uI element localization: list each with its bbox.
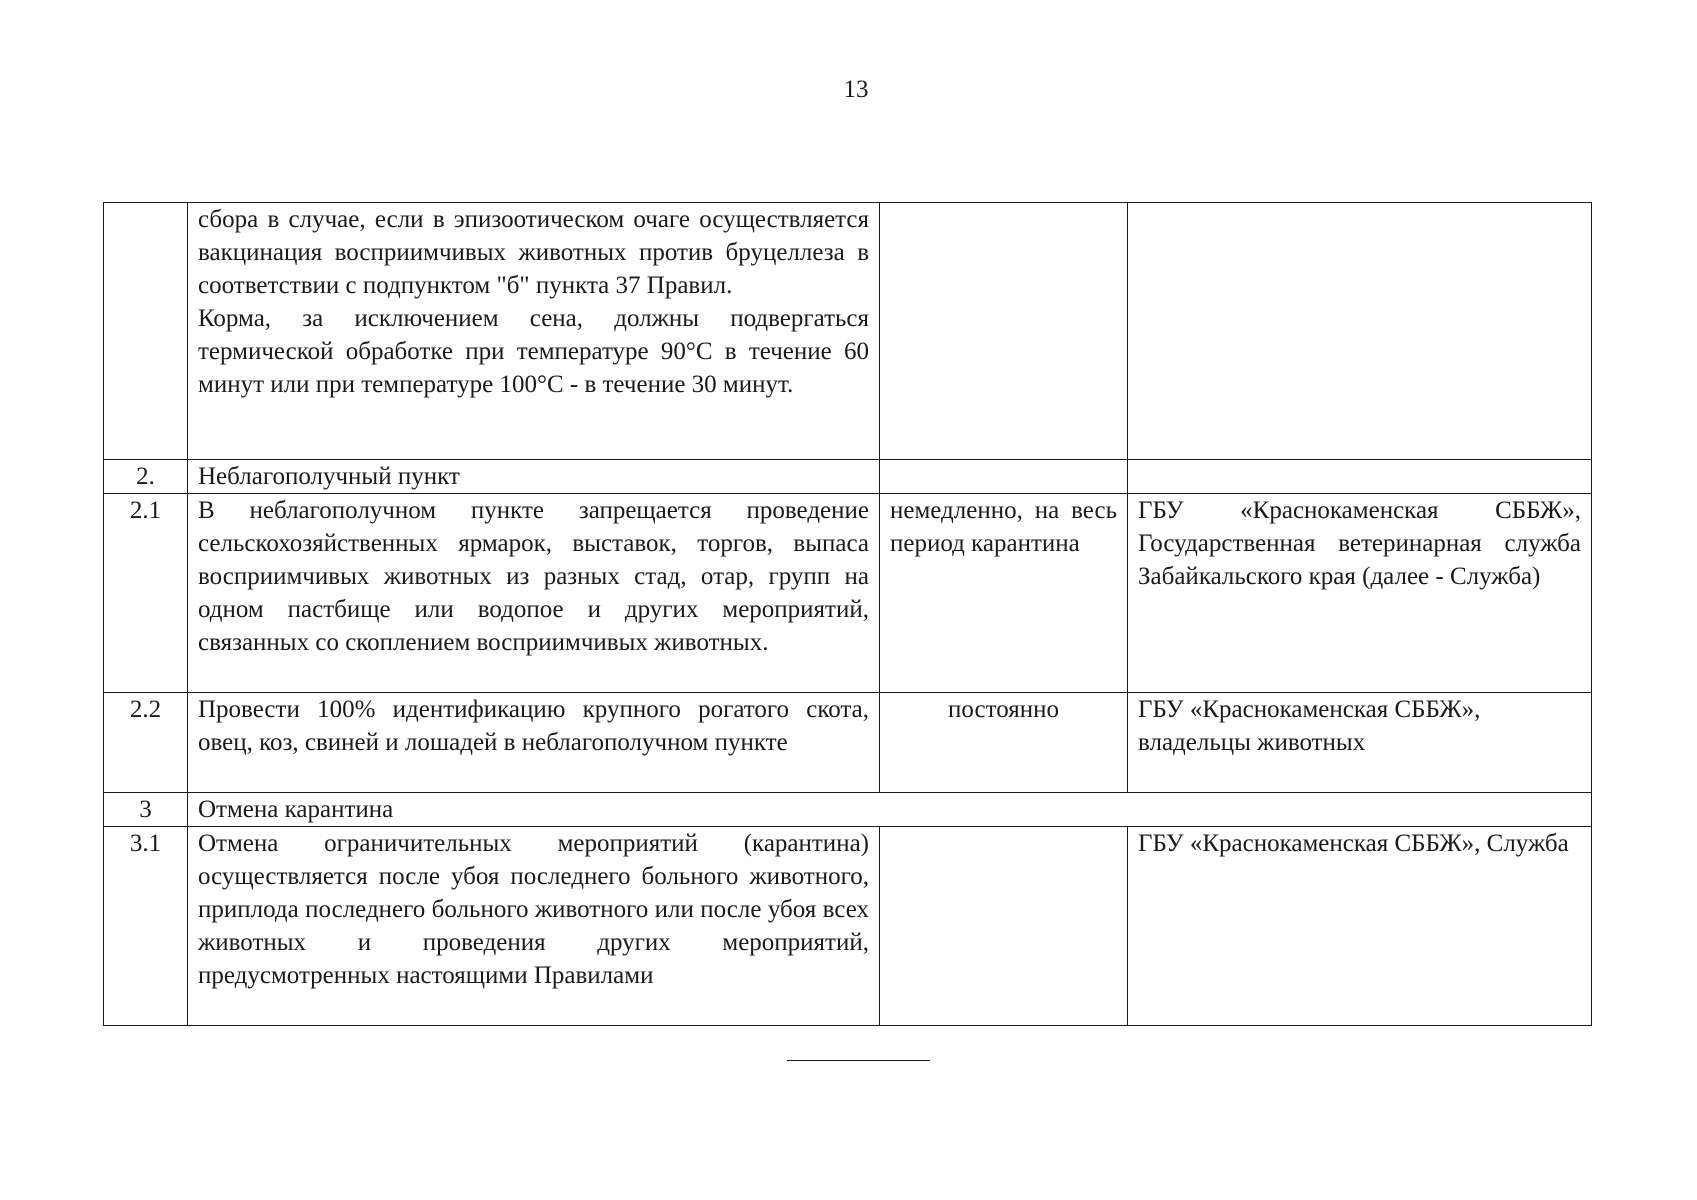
- measure-cell: В неблагополучном пункте запрещается проведение сельскохозяйственных ярмарок, выставок, торгов, выпаса восприимчивых животных из разных стад, отар, групп на одном пастбище или водопое и других мероприятий, связанных со скоплением восприимчивых животных.: [188, 494, 880, 693]
- term-cell: немедленно, на весь период карантина: [880, 494, 1128, 693]
- responsible-cell: ГБУ «Краснокаменская СББЖ», владельцы животных: [1128, 693, 1592, 793]
- responsible-cell: [1128, 460, 1592, 494]
- page-number: 13: [843, 76, 869, 103]
- section-title: Неблагополучный пункт: [188, 460, 880, 494]
- term-cell: [880, 827, 1128, 1026]
- measures-table: [103, 202, 1592, 1026]
- table-row-2-2: [104, 693, 1592, 793]
- row-number: 3.1: [104, 827, 188, 1026]
- responsible-cell: ГБУ «Краснокаменская СББЖ», Служба: [1128, 827, 1592, 1026]
- term-cell: [880, 460, 1128, 494]
- measure-paragraph: Корма, за исключением сена, должны подвергаться термической обработке при температуре 90°С в течение 60 минут или при температуре 100°С - в течение 30 минут.: [198, 305, 869, 398]
- row-number: 2.1: [104, 494, 188, 693]
- table-row-3-1: [104, 827, 1592, 1026]
- table-row-2-1: [104, 494, 1592, 693]
- measure-cell: Отмена ограничительных мероприятий (карантина) осуществляется после убоя последнего больного животного, приплода последнего больного животного или после убоя всех животных и проведения других мероприятий, предусмотренных настоящими Правилами: [188, 827, 880, 1026]
- table-row-section-2: [104, 460, 1592, 494]
- measure-paragraph: сбора в случае, если в эпизоотическом очаге осуществляется вакцинация восприимчивых животных против бруцеллеза в соответствии с подпунктом "б" пункта 37 Правил.: [198, 206, 869, 299]
- table-row-continuation: [104, 203, 1592, 460]
- term-cell: [880, 203, 1128, 460]
- row-number: 2.2: [104, 693, 188, 793]
- row-number: 3: [104, 793, 188, 827]
- responsible-cell: [1128, 203, 1592, 460]
- table-row-section-3: [104, 793, 1592, 827]
- section-title: Отмена карантина: [188, 793, 1592, 827]
- responsible-cell: ГБУ «Краснокаменская СББЖ», Государственная ветеринарная служба Забайкальского края (далее - Служба): [1128, 494, 1592, 693]
- measure-cell: [188, 203, 880, 460]
- row-number: 2.: [104, 460, 188, 494]
- row-number: [104, 203, 188, 460]
- term-cell: постоянно: [880, 693, 1128, 793]
- end-separator-line: [787, 1060, 930, 1061]
- measure-cell: Провести 100% идентификацию крупного рогатого скота, овец, коз, свиней и лошадей в неблагополучном пункте: [188, 693, 880, 793]
